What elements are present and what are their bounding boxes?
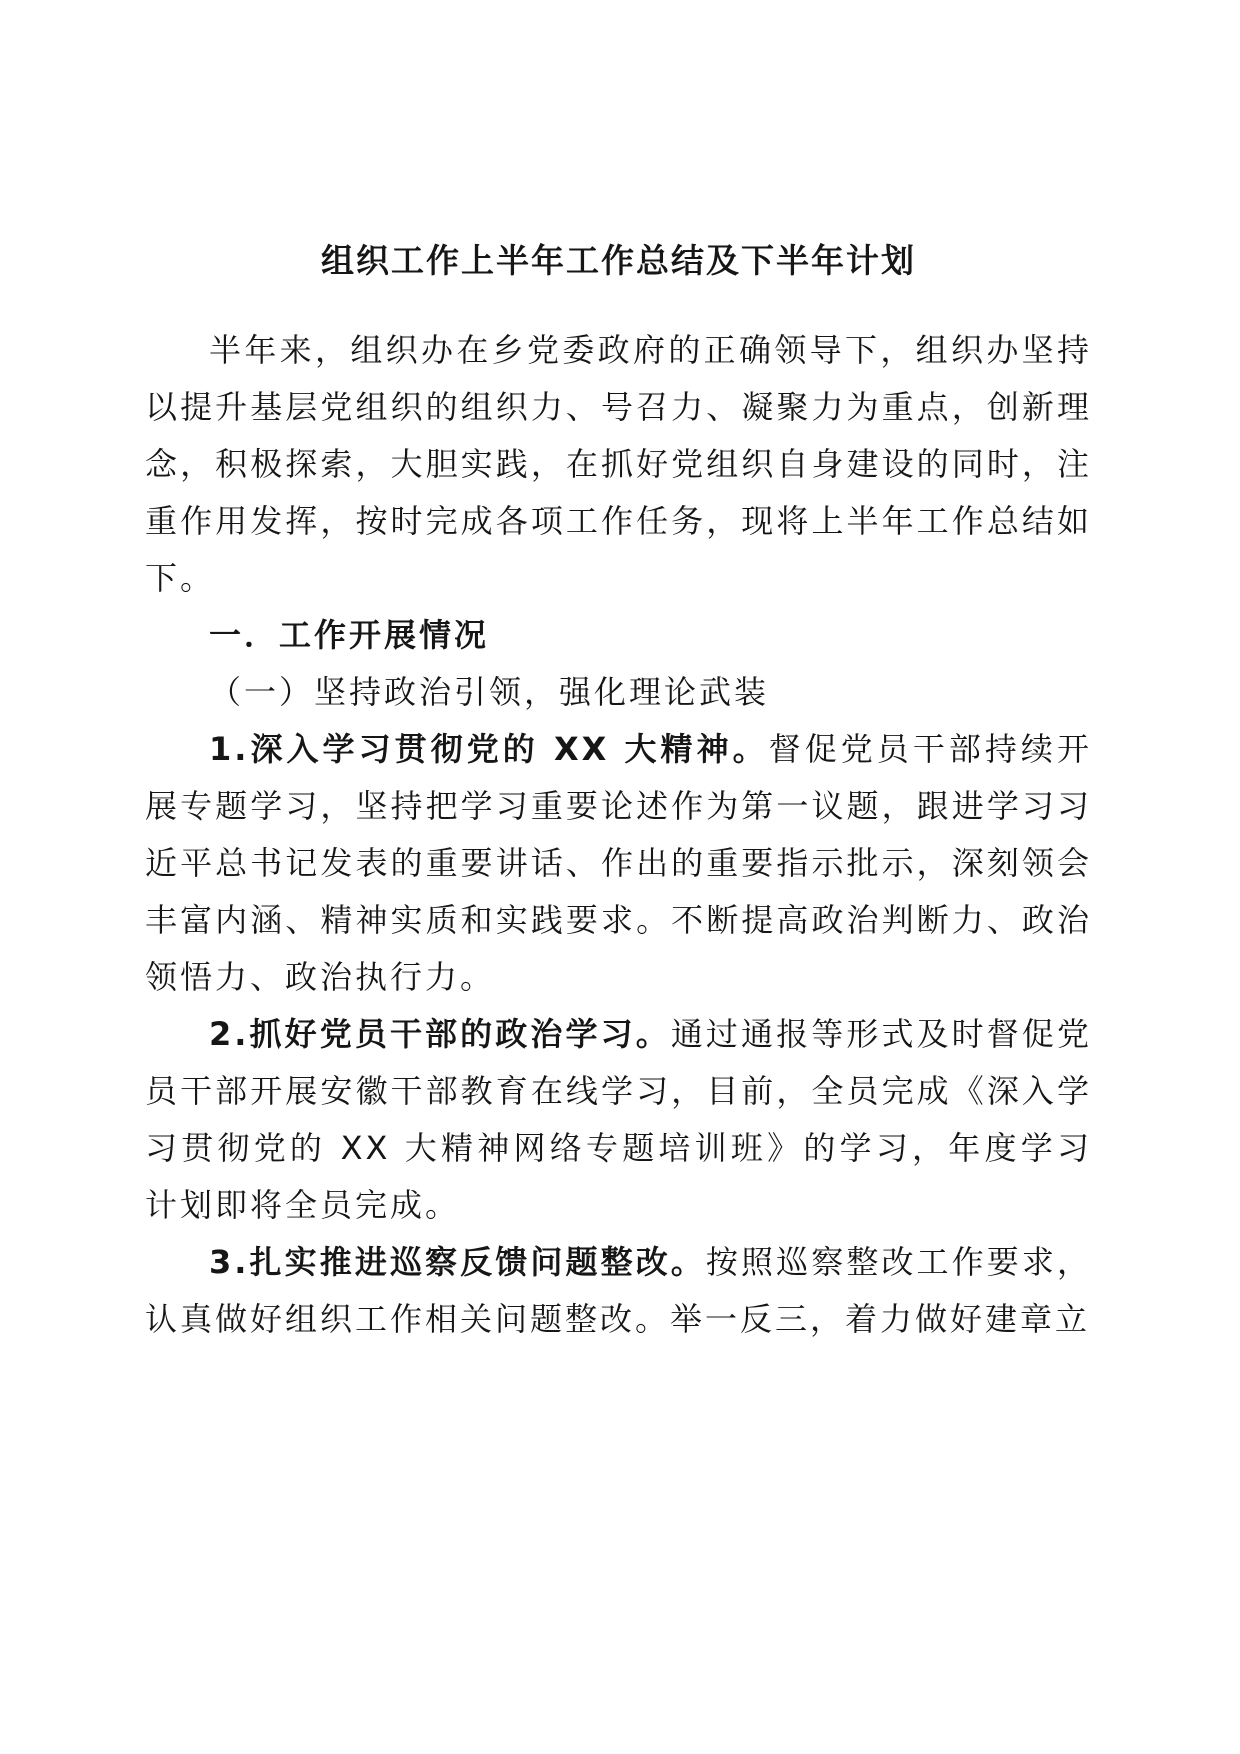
paragraph [145,322,1092,607]
subheading [145,664,1092,721]
paragraph [145,1234,1092,1348]
paragraph [145,721,1092,1006]
document-body [145,322,1092,1348]
paragraph-text: 半年来，组织办在乡党委政府的正确领导下，组织办坚持以提升基层党组织的组织力、号召力、凝聚力为重点，创新理念，积极探索，大胆实践，在抓好党组织自身建设的同时，注重作用发挥，按时完成各项工作任务，现将上半年工作总结如下。 [145,331,1092,598]
paragraph-lead: 3.扎实推进巡察反馈问题整改。 [209,1243,706,1282]
paragraph [145,1006,1092,1234]
paragraph-text: （一）坚持政治引领，强化理论武装 [209,673,770,712]
paragraph-text: 一．工作开展情况 [209,616,490,655]
paragraph-lead: 1.深入学习贯彻党的 XX 大精神。 [209,730,769,769]
paragraph-text: 按照巡察整改工作要求，认真做好组织工作相关问题整改。举一反三，着力做好建章立 [145,1243,1092,1339]
paragraph-lead: 2.抓好党员干部的政治学习。 [209,1015,671,1054]
heading [145,607,1092,664]
paragraph-text: 督促党员干部持续开展专题学习，坚持把学习重要论述作为第一议题，跟进学习习近平总书记发表的重要讲话、作出的重要指示批示，深刻领会丰富内涵、精神实质和实践要求。不断提高政治判断力、政治领悟力、政治执行力。 [145,730,1092,997]
paragraph-text: 通过通报等形式及时督促党员干部开展安徽干部教育在线学习，目前，全员完成《深入学习贯彻党的 XX 大精神网络专题培训班》的学习，年度学习计划即将全员完成。 [145,1015,1092,1225]
document-title: 组织工作上半年工作总结及下半年计划 [321,241,916,280]
